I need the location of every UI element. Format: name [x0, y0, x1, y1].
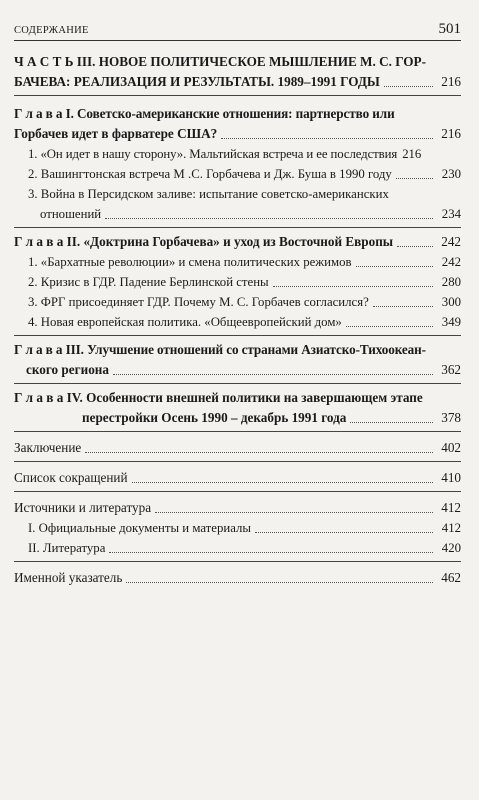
- toc-chapter-4: [14, 383, 461, 432]
- dot-leader: [85, 452, 433, 453]
- dot-leader: [346, 326, 433, 327]
- toc-section: [14, 292, 461, 312]
- toc-chapter-title-line2: Горбачев идет в фарватере США?: [14, 126, 218, 141]
- toc-page-number: 242: [441, 234, 461, 249]
- dot-leader: [155, 512, 433, 513]
- toc-entry-title: Список сокращений: [14, 470, 128, 485]
- running-head: СОДЕРЖАНИЕ: [14, 25, 89, 36]
- dot-leader: [221, 138, 433, 139]
- toc-page-number: 412: [441, 521, 461, 535]
- toc-chapter-title-line2: ского региона: [26, 362, 109, 377]
- toc-section: [14, 184, 461, 204]
- toc-section: [14, 538, 461, 558]
- page-number: 501: [438, 21, 461, 37]
- toc-page-number: 412: [441, 500, 461, 515]
- toc-chapter-2: [14, 227, 461, 335]
- toc-section: [14, 312, 461, 332]
- toc-conclusion: [14, 436, 461, 462]
- toc-section-title: I. Официальные документы и материалы: [28, 521, 251, 535]
- toc-page-number: 410: [441, 470, 461, 485]
- toc-section: [14, 272, 461, 292]
- toc-name-index: [14, 566, 461, 591]
- toc-page-number: 378: [441, 410, 461, 425]
- toc-section: [14, 252, 461, 272]
- dot-leader: [126, 582, 433, 583]
- toc-section-title: 1. «Бархатные революции» и смена политических режимов: [28, 255, 352, 269]
- toc-page-number: 280: [441, 275, 461, 289]
- toc-chapter-1: [14, 102, 461, 227]
- toc-page-number: 242: [441, 255, 461, 269]
- toc-chapter-title-line2: перестройки Осень 1990 – декабрь 1991 года: [82, 410, 347, 425]
- toc-section-title: 2. Вашингтонская встреча М .С. Горбачева и Дж. Буша в 1990 году: [28, 167, 392, 181]
- toc-section: [14, 164, 461, 184]
- toc-section-title: 4. Новая европейская политика. «Общеевропейский дом»: [28, 315, 342, 329]
- dot-leader: [132, 482, 433, 483]
- dot-leader: [397, 246, 433, 247]
- toc-page-number: 216: [441, 74, 461, 89]
- dot-leader: [113, 374, 433, 375]
- toc-chapter-title: Г л а в а II. «Доктрина Горбачева» и уход из Восточной Европы: [14, 234, 394, 249]
- page-header: [14, 14, 461, 41]
- dot-leader: [255, 532, 433, 533]
- toc-page-number: 216: [402, 147, 422, 161]
- dot-leader: [373, 306, 433, 307]
- dot-leader: [350, 422, 433, 423]
- dot-leader: [105, 218, 433, 219]
- toc-sources: [14, 496, 461, 562]
- toc-page-number: 216: [441, 126, 461, 141]
- toc-page-number: 234: [441, 207, 461, 221]
- toc-page-number: 230: [441, 167, 461, 181]
- toc-chapter-3: [14, 335, 461, 383]
- toc-section-title: 2. Кризис в ГДР. Падение Берлинской стены: [28, 275, 269, 289]
- toc-abbreviations: [14, 466, 461, 492]
- toc-section: [14, 144, 461, 164]
- toc-section-title: 1. «Он идет в нашу сторону». Мальтийская встреча и ее последствия: [28, 147, 398, 161]
- toc-section-title-line2: отношений: [40, 207, 102, 221]
- toc-page-number: 420: [441, 541, 461, 555]
- toc-chapter-title-line1: Г л а в а IV. Особенности внешней политики на завершающем этапе: [14, 390, 423, 405]
- toc-entry-title: Заключение: [14, 440, 82, 455]
- toc-page-number: 349: [441, 315, 461, 329]
- toc-chapter-title-line1: Г л а в а I. Советско-американские отношения: партнерство или: [14, 106, 395, 121]
- table-of-contents: [14, 50, 461, 591]
- toc-part-title-line2: БАЧЕВА: РЕАЛИЗАЦИЯ И РЕЗУЛЬТАТЫ. 1989–1991 ГОДЫ: [14, 74, 380, 89]
- toc-entry-title: Источники и литература: [14, 500, 152, 515]
- toc-section-title: II. Литература: [28, 541, 106, 555]
- toc-section: [14, 518, 461, 538]
- dot-leader: [109, 552, 433, 553]
- toc-page-number: 362: [441, 362, 461, 377]
- dot-leader: [273, 286, 433, 287]
- toc-page-number: 300: [441, 295, 461, 309]
- toc-entry-title: Именной указатель: [14, 570, 123, 585]
- dot-leader: [356, 266, 433, 267]
- toc-page-number: 462: [441, 570, 461, 585]
- toc-part-3: [14, 50, 461, 96]
- toc-part-title-line1: Ч А С Т Ь III. НОВОЕ ПОЛИТИЧЕСКОЕ МЫШЛЕНИЕ М. С. ГОР-: [14, 54, 426, 69]
- toc-section-title-line1: 3. Война в Персидском заливе: испытание советско-американских: [28, 187, 389, 201]
- toc-chapter-title-line1: Г л а в а III. Улучшение отношений со странами Азиатско-Тихоокеан-: [14, 342, 426, 357]
- dot-leader: [384, 86, 433, 87]
- toc-section-title: 3. ФРГ присоединяет ГДР. Почему М. С. Горбачев согласился?: [28, 295, 369, 309]
- toc-page-number: 402: [441, 440, 461, 455]
- dot-leader: [396, 178, 433, 179]
